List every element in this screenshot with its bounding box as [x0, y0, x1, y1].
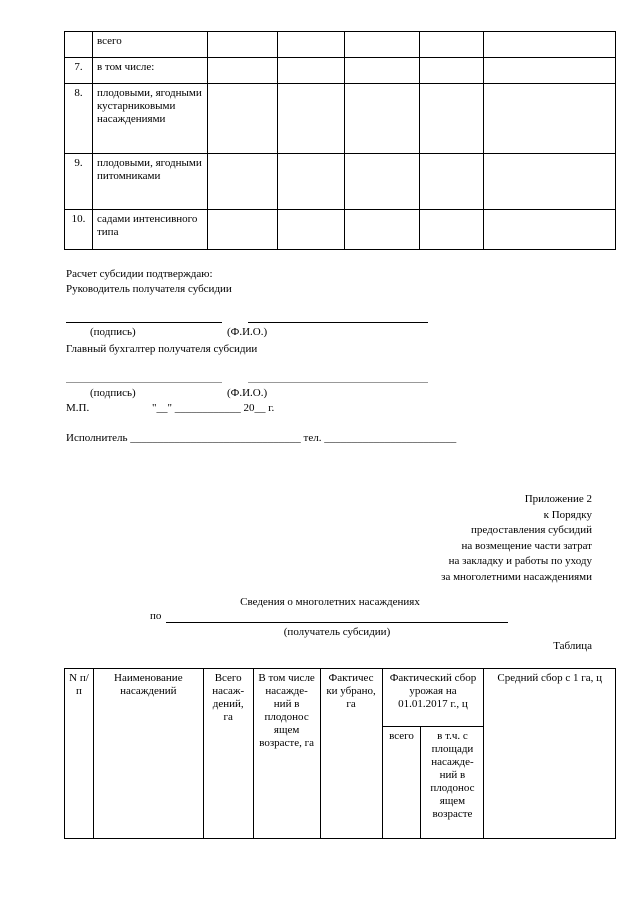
- col-header-yield-total: всего: [382, 727, 421, 839]
- col-header-actual-yield: Фактический сбор урожая на 01.01.2017 г., ц: [382, 669, 484, 727]
- row-label: плодовыми, ягодными питомниками: [92, 154, 207, 210]
- row-number: 7.: [65, 58, 93, 84]
- recipient-caption: (получатель субсидии): [283, 626, 391, 638]
- row-number: 10.: [65, 210, 93, 250]
- row-number: 9.: [65, 154, 93, 210]
- po-label: по: [150, 610, 162, 622]
- appendix-line: Приложение 2: [524, 493, 592, 505]
- appendix-line: на закладку и работы по уходу: [448, 555, 592, 567]
- executor-line: Исполнитель _______________________________ тел. ________________________: [66, 432, 457, 444]
- appendix-line: к Порядку: [543, 508, 592, 521]
- col-header-yield-fruiting: в т.ч. с площади насажде-ний в плодонос ящем возрасте: [421, 727, 484, 839]
- row-label: в том числе:: [92, 58, 207, 84]
- table-row: [65, 32, 616, 58]
- fio-line: [248, 322, 428, 323]
- col-header-num: N п/п: [65, 669, 94, 839]
- recipient-line: [166, 622, 508, 623]
- appendix-block: [441, 492, 592, 585]
- signature-caption: (подпись): [90, 326, 136, 338]
- date-field: "__" ____________ 20__ г.: [152, 402, 275, 414]
- fio-caption: (Ф.И.О.): [227, 387, 268, 399]
- fio-line: [248, 382, 428, 383]
- table-row: [65, 84, 616, 154]
- bottom-table: [64, 668, 616, 839]
- col-header-name: Наименование насаждений: [93, 669, 203, 839]
- row-label: садами интенсивного типа: [92, 210, 207, 250]
- table-label: Таблица: [553, 640, 592, 652]
- row-number: [65, 32, 93, 58]
- signature-line: [66, 382, 222, 383]
- col-header-harvested: Фактичес ки убрано, га: [320, 669, 382, 839]
- fio-caption: (Ф.И.О.): [227, 326, 268, 338]
- info-title: Сведения о многолетних насаждениях: [240, 596, 420, 608]
- col-header-avg-yield: Средний сбор с 1 га, ц: [484, 669, 616, 839]
- col-header-total: Всего насаж-дений, га: [203, 669, 253, 839]
- table-row: [65, 58, 616, 84]
- row-label: всего: [92, 32, 207, 58]
- row-label: плодовыми, ягодными кустарниковыми насаждениями: [92, 84, 207, 154]
- appendix-line: за многолетними насаждениями: [441, 570, 592, 583]
- chief-accountant-label: Главный бухгалтер получателя субсидии: [66, 343, 258, 355]
- confirm-line-2: Руководитель получателя субсидии: [66, 283, 232, 295]
- col-header-fruiting: В том числе насажде-ний в плодонос ящем возрасте, га: [253, 669, 320, 839]
- appendix-line: предоставления субсидий: [470, 524, 592, 536]
- appendix-line: на возмещение части затрат: [461, 539, 592, 552]
- table-row: [65, 154, 616, 210]
- stamp-label: М.П.: [66, 402, 90, 414]
- top-table: [64, 31, 616, 250]
- row-number: 8.: [65, 84, 93, 154]
- signature-caption: (подпись): [90, 387, 136, 399]
- signature-line: [66, 322, 222, 323]
- confirm-line-1: Расчет субсидии подтверждаю:: [66, 268, 213, 280]
- table-row: [65, 210, 616, 250]
